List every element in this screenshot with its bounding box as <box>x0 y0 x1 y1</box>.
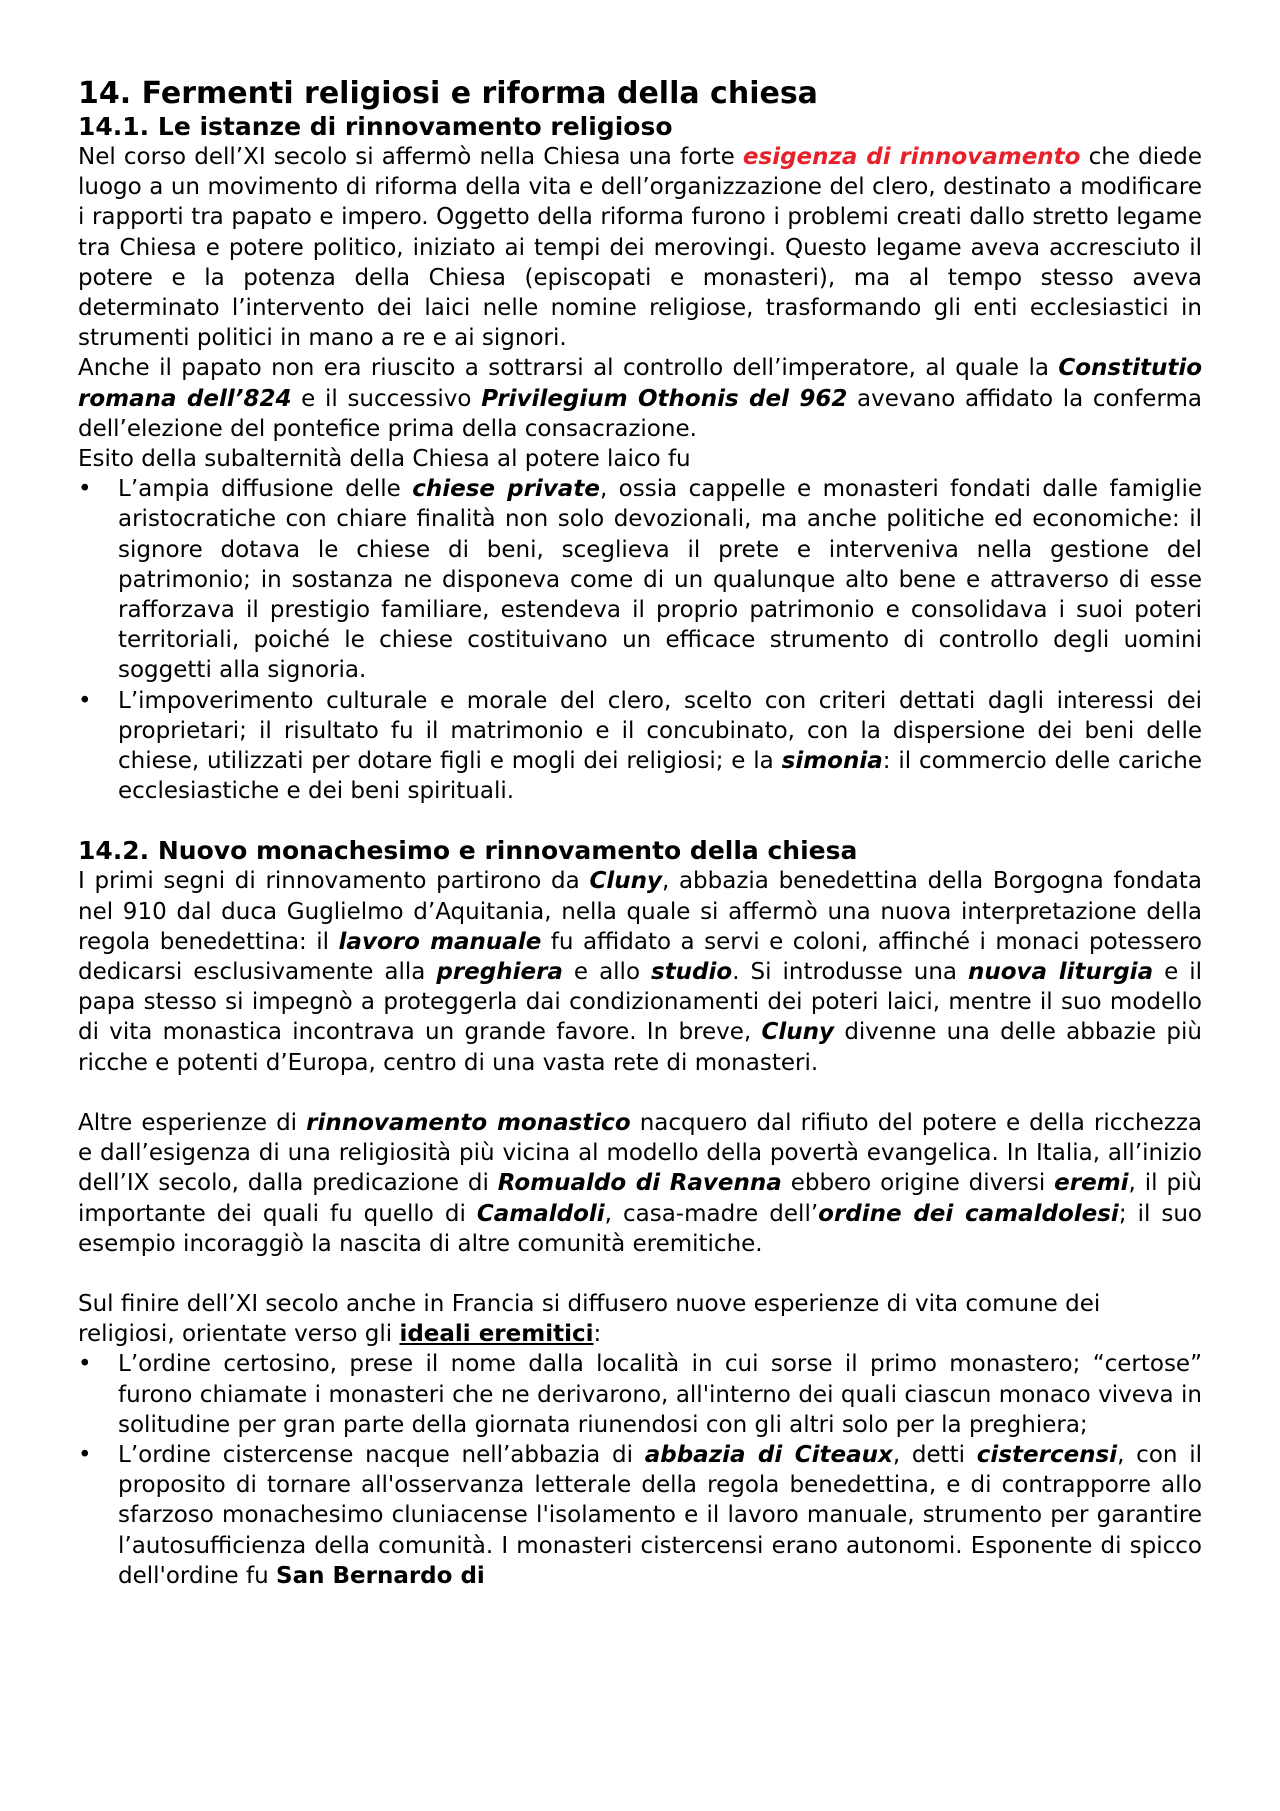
term-preghiera: preghiera <box>436 959 563 986</box>
text: . Si introdusse una <box>732 959 968 986</box>
bullet-icon: • <box>78 1441 92 1468</box>
term-san-bernardo: San Bernardo di <box>276 1562 485 1589</box>
text: L’impoverimento culturale e morale del clero, scelto con criteri dettati dagli interessi dei proprietari; il risultato fu il matrimonio e il concubinato, con la dispersione dei beni delle chiese, utilizzati per dotare figli e mogli dei religiosi; e la <box>118 687 1202 775</box>
text: fu affidato a servi e coloni, affinché i monaci potessero dedicarsi esclusivamente alla <box>78 928 1203 986</box>
text: , ossia cappelle e monasteri fondati dalle famiglie aristocratiche con chiare finalità non solo devozionali, ma anche politiche ed economiche: il signore dotava le chiese di beni, sceglieva il prete e interveniva nella gestione del patrimonio; in sostanza ne disponeva come di un qualunque alto bene e attraverso di esse rafforzava il prestigio familiare, estendeva il proprio patrimonio e consolidava i suoi poteri territoriali, poiché le chiese costituivano un efficace strumento di controllo degli uomini soggetti alla signoria. <box>118 476 1202 684</box>
term-cluny-2: Cluny <box>761 1019 835 1046</box>
text: , con il proposito di tornare all'osservanza letterale della regola benedettina, e di contrapporre allo sfarzoso monachesimo cluniacense l'isolamento e il lavoro manuale, strumento per garantire l’autosufficienza della comunità. I monasteri cistercensi erano autonomi. Esponente di spicco dell'ordine fu <box>118 1441 1202 1589</box>
term-constitutio: Constitutio romana dell’824 <box>78 355 1202 412</box>
bullet-icon: • <box>78 476 92 503</box>
text: nacquero dal rifiuto del potere e della ricchezza e dall’esigenza di una religiosità più vicina al modello della povertà evangelica. In Italia, all’inizio dell’IX secolo, dalla predicazione di <box>78 1109 1202 1197</box>
text: : <box>593 1321 602 1348</box>
list-item <box>78 1349 1202 1440</box>
bullet-icon: • <box>78 1351 92 1378</box>
text: ebbero origine diversi <box>781 1170 1055 1197</box>
list-item <box>78 1440 1202 1591</box>
text: Anche il papato non era riuscito a sottrarsi al controllo dell’imperatore, al quale la <box>78 355 1059 382</box>
text: che diede luogo a un movimento di riforma della vita e dell’organizzazione del clero, destinato a modificare i rapporti tra papato e impero. Oggetto della riforma furono i problemi creati dallo stretto legame tra Chiesa e potere politico, iniziato ai tempi dei merovingi. Questo legame aveva accresciuto il potere e la potenza della Chiesa (episcopati e monasteri), ma al tempo stesso aveva determinato l’intervento dei laici nelle nomine religiose, trasformando gli enti ecclesiastici in strumenti politici in mano a re e ai signori. <box>78 144 1203 352</box>
term-ideali-eremitici: ideali eremitici <box>399 1321 594 1348</box>
term-camaldoli: Camaldoli <box>476 1200 605 1227</box>
term-romualdo: Romualdo di Ravenna <box>497 1170 782 1197</box>
spacer <box>78 806 1202 836</box>
text: , detti <box>892 1441 977 1468</box>
term-studio: studio <box>651 959 733 986</box>
list-item <box>78 686 1202 807</box>
paragraph-rinnovamento <box>78 142 1202 353</box>
paragraph-esito: Esito della subalternità della Chiesa al potere laico fu <box>78 446 691 473</box>
text: I primi segni di rinnovamento partirono da <box>78 868 590 895</box>
bullet-icon: • <box>78 687 92 714</box>
text: e allo <box>562 959 651 986</box>
text: : il commercio delle cariche ecclesiastiche e dei beni spirituali. <box>118 748 1202 805</box>
text: Altre esperienze di <box>78 1109 307 1136</box>
term-citeaux: abbazia di Citeaux <box>644 1441 893 1468</box>
text: avevano affidato la conferma dell’elezione del pontefice prima della consacrazione. <box>78 385 1202 442</box>
paragraph-papato <box>78 353 1202 444</box>
term-simonia: simonia <box>781 748 883 775</box>
text: , il più importante dei quali fu quello di <box>78 1170 1203 1227</box>
text: Nel corso dell’XI secolo si affermò nella Chiesa una forte <box>78 144 743 170</box>
section-heading-14-1: 14.1. Le istanze di rinnovamento religioso <box>78 112 673 141</box>
text: L’ampia diffusione delle <box>118 476 413 503</box>
section-heading-14-2: 14.2. Nuovo monachesimo e rinnovamento della chiesa <box>78 836 858 866</box>
text: Sul finire dell’XI secolo anche in Francia si diffusero nuove esperienze di vita comune dei religiosi, orientate verso gli <box>78 1290 1101 1348</box>
text: , abbazia benedettina della Borgogna fondata nel 910 dal duca Guglielmo d’Aquitania, nella quale si affermò una nuova interpretazione della regola benedettina: il <box>78 868 1202 955</box>
paragraph-camaldoli <box>78 1108 1202 1259</box>
term-ordine-camaldolesi: ordine dei camaldolesi <box>818 1200 1119 1227</box>
term-privilegium: Privilegium Othonis del 962 <box>481 385 848 412</box>
term-lavoro-manuale: lavoro manuale <box>338 928 542 955</box>
list-item <box>78 474 1202 685</box>
text: L’ordine cistercense nacque nell’abbazia di <box>118 1441 645 1468</box>
term-cluny: Cluny <box>589 868 662 895</box>
spacer <box>78 1259 1202 1289</box>
text: e il successivo <box>291 385 482 412</box>
paragraph-cluny <box>78 866 1202 1077</box>
term-rinnovamento-monastico: rinnovamento monastico <box>306 1109 631 1136</box>
text: e il papa stesso si impegnò a proteggerla dai condizionamenti dei poteri laici, mentre il suo modello di vita monastica incontrava un grande favore. In breve, <box>78 959 1202 1046</box>
highlight-esigenza: esigenza di rinnovamento <box>742 144 1081 170</box>
bullet-list-ordini <box>78 1349 1202 1591</box>
term-chiese-private: chiese private <box>412 476 600 503</box>
term-eremi: eremi <box>1054 1170 1129 1197</box>
text: divenne una delle abbazie più ricche e potenti d’Europa, centro di una vasta rete di monasteri. <box>78 1019 1202 1076</box>
text: ; il suo esempio incoraggiò la nascita di altre comunità eremitiche. <box>78 1200 1202 1257</box>
text: , casa-madre dell’ <box>604 1200 819 1227</box>
bullet-list-esiti <box>78 474 1202 806</box>
term-cistercensi: cistercensi <box>976 1441 1118 1468</box>
spacer <box>78 1078 1202 1108</box>
text: L’ordine certosino, prese il nome dalla località in cui sorse il primo monastero; “certose” furono chiamate i monasteri che ne derivarono, all'interno dei quali ciascun monaco viveva in solitudine per gran parte della giornata riunendosi con gli altri solo per la preghiera; <box>118 1351 1202 1438</box>
paragraph-francia <box>78 1289 1202 1349</box>
term-nuova-liturgia: nuova liturgia <box>968 959 1154 986</box>
chapter-title: 14. Fermenti religiosi e riforma della chiesa <box>78 76 818 111</box>
